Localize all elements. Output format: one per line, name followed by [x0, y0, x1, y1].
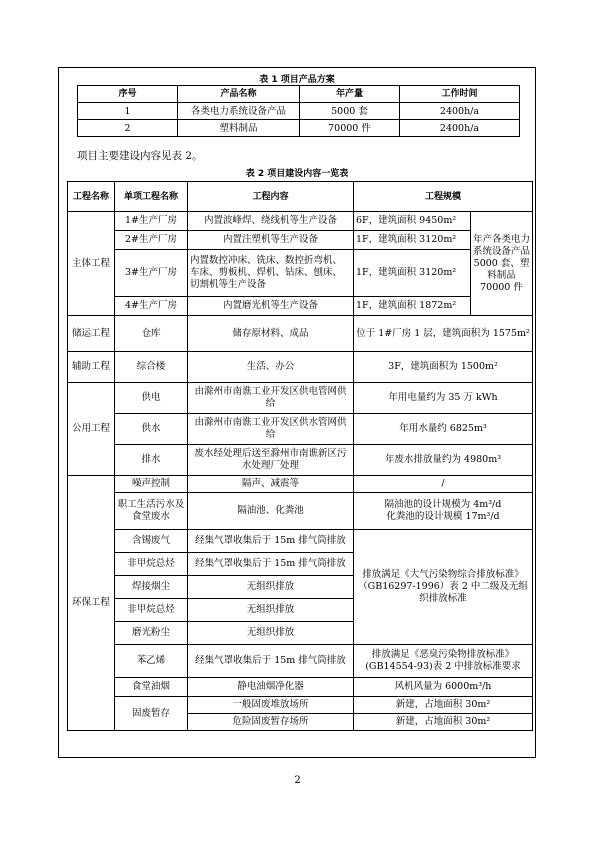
table-cell: 由滁州市南谯工业开发区供水管网供给	[188, 414, 354, 445]
table-cell: 由滁州市南谯工业开发区供电管网供给	[188, 383, 354, 414]
table-cell: 2400h/a	[400, 120, 520, 137]
table-cell: 磨光粉尘	[115, 622, 188, 645]
table-cell: 3F，建筑面积为 1500m²	[354, 352, 533, 383]
table-row	[68, 231, 533, 250]
table-cell: 固废暂存	[115, 697, 188, 731]
table-cell: 各类电力系统设备产品	[178, 103, 300, 120]
table-cell: 1	[78, 103, 178, 120]
table-cell: 食堂油烟	[115, 678, 188, 697]
table-cell: 内置注塑机等生产设备	[188, 231, 354, 250]
table-row	[68, 493, 533, 530]
table-cell: 无组织排放	[188, 599, 354, 622]
col-header: 单项工程名称	[115, 182, 188, 212]
table-cell: 年废水排放量约为 4980m³	[354, 445, 533, 476]
table-row	[68, 316, 533, 352]
table-cell: 风机风量为 6000m³/h	[354, 678, 533, 697]
table-cell: 2#生产厂房	[115, 231, 188, 250]
col-header: 工程内容	[188, 182, 354, 212]
table-cell: 经集气罩收集后于 15m 排气筒排放	[188, 645, 354, 678]
table-cell: 一般固废堆放场所	[188, 697, 354, 714]
table-row	[78, 103, 520, 120]
table-cell: 5000 套	[300, 103, 400, 120]
table-row	[68, 645, 533, 678]
table-header-row	[78, 86, 520, 103]
col-header: 工作时间	[400, 86, 520, 103]
table-cell	[354, 493, 533, 530]
group-label: 主体工程	[68, 212, 115, 316]
col-header: 序号	[78, 86, 178, 103]
col-header: 产品名称	[178, 86, 300, 103]
group-label: 储运工程	[68, 316, 115, 352]
table-row	[68, 352, 533, 383]
table-row	[78, 120, 520, 137]
table-row	[68, 476, 533, 493]
table-row	[68, 414, 533, 445]
table1-caption: 表 1 项目产品方案	[259, 75, 335, 85]
table-cell: 含锡废气	[115, 530, 188, 553]
table-cell: 排放满足《大气污染物综合排放标准》（GB16297-1996）表 2 中二级及无组织排放标准	[354, 530, 533, 645]
table-row	[68, 678, 533, 697]
cell-line: 隔油池的设计规模为 4m³/d	[384, 499, 502, 510]
col-header: 工程规模	[354, 182, 533, 212]
table-cell: 2400h/a	[400, 103, 520, 120]
table-cell: 内置磨光机等生产设备	[188, 297, 354, 316]
page-number: 2	[294, 775, 301, 786]
table-row	[68, 383, 533, 414]
table-row	[68, 297, 533, 316]
group-label: 环保工程	[68, 476, 115, 731]
table-row	[68, 697, 533, 714]
table-cell: 苯乙烯	[115, 645, 188, 678]
table-cell: 经集气罩收集后于 15m 排气筒排放	[188, 530, 354, 553]
table-cell: 经集气罩收集后于 15m 排气筒排放	[188, 553, 354, 576]
table-cell: 1F，建筑面积 3120m²	[354, 250, 471, 297]
table-cell: 4#生产厂房	[115, 297, 188, 316]
col-header: 年产量	[300, 86, 400, 103]
table-row	[68, 250, 533, 297]
table-cell: 2	[78, 120, 178, 137]
table-cell: 职工生活污水及食堂废水	[115, 493, 188, 530]
product-plan-table	[77, 85, 520, 137]
col-header: 工程名称	[68, 182, 115, 212]
table-cell: 1F，建筑面积 1872m²	[354, 297, 471, 316]
table-cell: 无组织排放	[188, 622, 354, 645]
table-cell: 废水经处理后送至滁州市南谯新区污水处理厂处理	[188, 445, 354, 476]
table-row	[68, 212, 533, 231]
table-cell: 静电油烟净化器	[188, 678, 354, 697]
table-cell: 危险固废暂存场所	[188, 714, 354, 731]
table-cell: 6F，建筑面积 9450m²	[354, 212, 471, 231]
table-header-row	[68, 182, 533, 212]
table-cell: 供水	[115, 414, 188, 445]
table-cell: 内置数控冲床、铣床、数控折弯机、车床、剪板机、焊机、钻床、刨床、切割机等生产设备	[188, 250, 354, 297]
table-cell: 非甲烷总烃	[115, 599, 188, 622]
table-cell: 生活、办公	[188, 352, 354, 383]
intro-paragraph: 项目主要建设内容见表 2。	[77, 150, 203, 162]
table-cell: 供电	[115, 383, 188, 414]
table-cell: 年产各类电力系统设备产品 5000 套、塑料制品 70000 件	[471, 212, 533, 316]
table-row	[68, 530, 533, 553]
construction-content-table	[67, 181, 533, 731]
table-cell: 塑料制品	[178, 120, 300, 137]
table-cell: 70000 件	[300, 120, 400, 137]
table-cell: 噪声控制	[115, 476, 188, 493]
table-cell: 年用水量约 6825m³	[354, 414, 533, 445]
table-cell: 内置波峰焊、绕线机等生产设备	[188, 212, 354, 231]
table-cell: /	[354, 476, 533, 493]
table-cell: 新建，占地面积 30m²	[354, 714, 533, 731]
table-cell: 1F，建筑面积 3120m²	[354, 231, 471, 250]
table-cell: 焊接烟尘	[115, 576, 188, 599]
table-cell: 排放满足《恶臭污染物排放标准》(GB14554-93)表 2 中排放标准要求	[354, 645, 533, 678]
table-cell: 储存原材料、成品	[188, 316, 354, 352]
table-cell: 综合楼	[115, 352, 188, 383]
group-label: 辅助工程	[68, 352, 115, 383]
cell-line: 化粪池的设计规模 17m³/d	[386, 511, 500, 522]
table2-caption: 表 2 项目建设内容一览表	[245, 169, 349, 179]
table-cell: 年用电量约为 35 万 kWh	[354, 383, 533, 414]
table-cell: 无组织排放	[188, 576, 354, 599]
table-cell: 隔油池、化粪池	[188, 493, 354, 530]
table-cell: 仓库	[115, 316, 188, 352]
table-cell: 3#生产厂房	[115, 250, 188, 297]
table-cell: 隔声、减震等	[188, 476, 354, 493]
group-label: 公用工程	[68, 383, 115, 476]
table-cell: 位于 1#厂房 1 层，建筑面积为 1575m²	[354, 316, 533, 352]
table-cell: 1#生产厂房	[115, 212, 188, 231]
table-cell: 非甲烷总烃	[115, 553, 188, 576]
table-row	[68, 445, 533, 476]
table-cell: 排水	[115, 445, 188, 476]
table-cell: 新建，占地面积 30m²	[354, 697, 533, 714]
